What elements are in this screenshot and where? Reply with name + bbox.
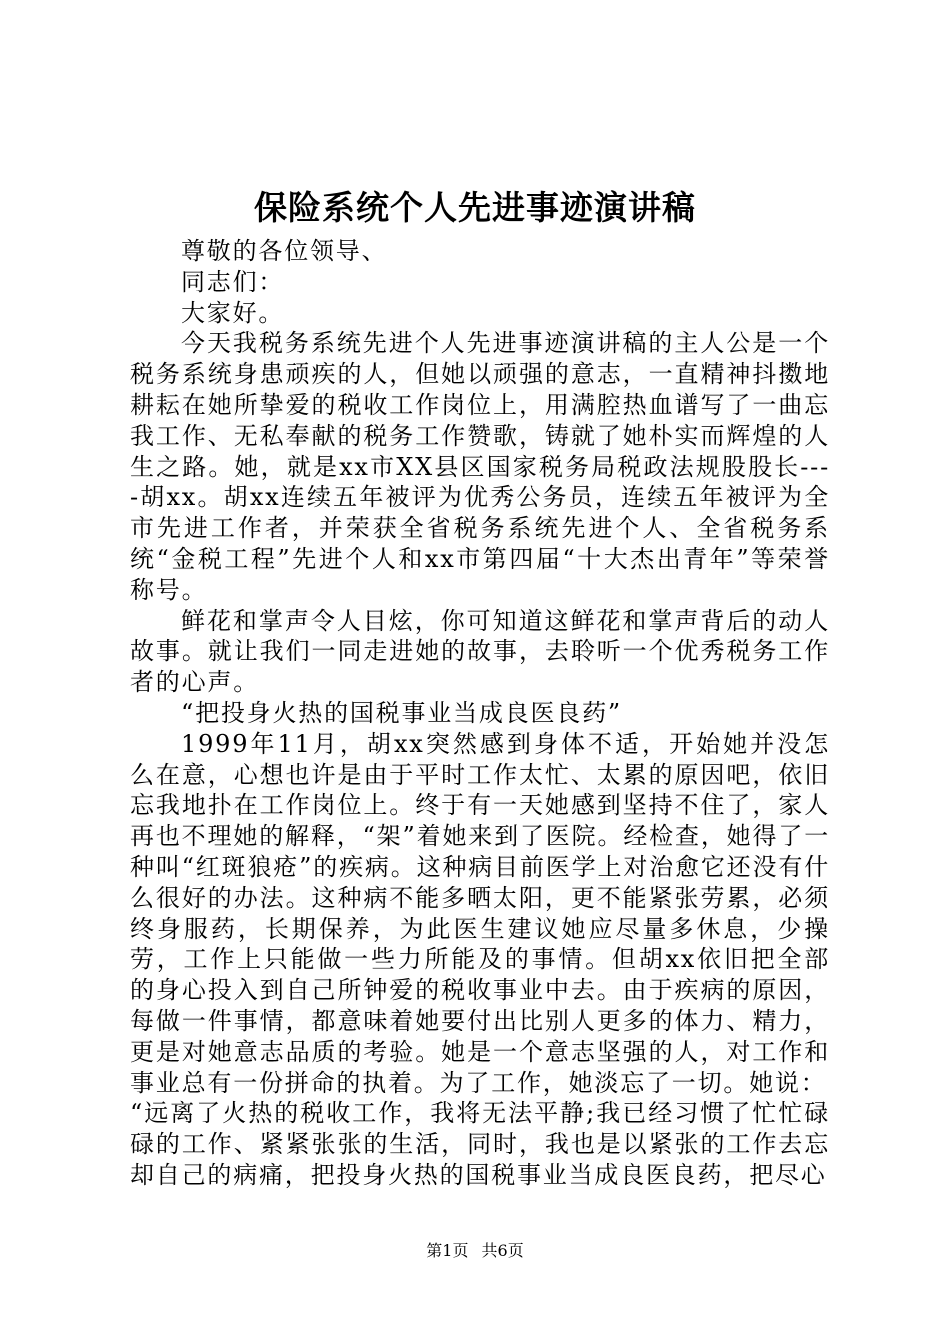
paragraph-greeting: 大家好。 <box>181 298 285 327</box>
paragraph-illness: 1999年11月，胡xx突然感到身体不适，开始她并没怎么在意，心想也许是由于平时工作太忙、太累的原因吧，依旧忘我地扑在工作岗位上。终于有一天她感到坚持不住了，家人再也不理她的解释，“架”着她来到了医院。经检查，她得了一种叫“红斑狼疮”的疾病。这种病目前医学上对治愈它还没有什么很好的办法。这种病不能多晒太阳，更不能紧张劳累，必须终身服药，长期保养，为此医生建议她应尽量多休息，少操劳，工作上只能做一些力所能及的事情。但胡xx依旧把全部的身心投入到自己所钟爱的税收事业中去。由于疾病的原因，每做一件事情，都意味着她要付出比别人更多的体力、精力，更是对她意志品质的考验。她是一个意志坚强的人，对工作和事业总有一份拼命的执着。为了工作，她淡忘了一切。她说： <box>130 729 830 1097</box>
document-body <box>130 236 830 1191</box>
page-total: 共6页 <box>481 1241 524 1260</box>
paragraph-quote: “远离了火热的税收工作，我将无法平静;我已经习惯了忙忙碌碌的工作、紧紧张张的生活，同时，我也是以紧张的工作去忘却自己的病痛，把投身火热的国税事业当成良医良药，把尽心 <box>130 1099 830 1189</box>
paragraph-salutation: 尊敬的各位领导、 <box>181 237 388 265</box>
document-title: 保险系统个人先进事迹演讲稿 <box>254 188 696 227</box>
page-footer <box>0 1240 950 1262</box>
paragraph-intro: 今天我税务系统先进个人先进事迹演讲稿的主人公是一个税务系统身患顽疾的人，但她以顽强的意志，一直精神抖擞地耕耘在她所挚爱的税收工作岗位上，用满腔热血谱写了一曲忘我工作、无私奉献的税务工作赞歌，铸就了她朴实而辉煌的人生之路。她，就是xx市XX县区国家税务局税政法规股股长----胡xx。胡xx连续五年被评为优秀公务员，连续五年被评为全市先进工作者，并荣获全省税务系统先进个人、全省税务系统“金税工程”先进个人和xx市第四届“十大杰出青年”等荣誉称号。 <box>130 329 830 604</box>
paragraph-story-lead: 鲜花和掌声令人目炫，你可知道这鲜花和掌声背后的动人故事。就让我们一同走进她的故事，去聆听一个优秀税务工作者的心声。 <box>130 606 830 697</box>
section-heading: “把投身火热的国税事业当成良医良药” <box>181 698 622 727</box>
paragraph-salutation-2: 同志们： <box>181 267 285 296</box>
page-number: 第1页 <box>426 1241 469 1260</box>
